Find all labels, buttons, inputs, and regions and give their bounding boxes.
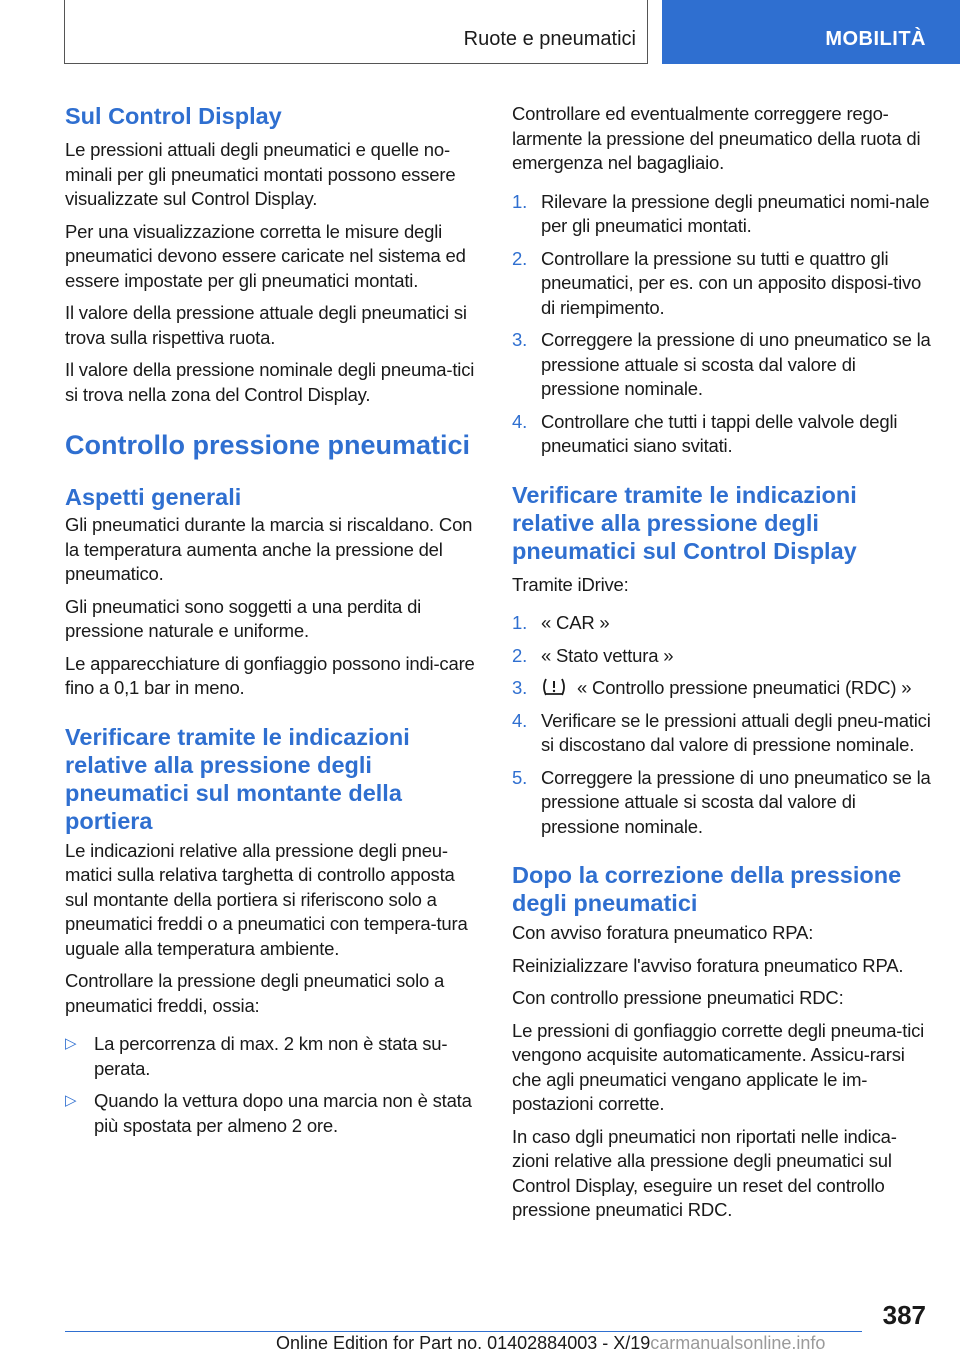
list-item: 5. Correggere la pressione di uno pneumatico se la pressione attuale si scosta dal valore di pressione nominale. xyxy=(512,766,931,837)
paragraph: Le pressioni di gonfiaggio corrette degli pneuma-tici vengono acquisite automaticamente. Assicu-rarsi che agli pneumatici vengano applicate le im-postazioni corrette. xyxy=(512,1019,925,1114)
paragraph: Le pressioni attuali degli pneumatici e quelle no-minali per gli pneumatici montati possono essere visualizzate sul Control Display. xyxy=(65,139,456,209)
triangle-right-icon: ▷ xyxy=(65,1092,77,1109)
paragraph: Reinizializzare l'avviso foratura pneumatico RPA. xyxy=(512,954,904,976)
heading-tire-pressure-check: Controllo pressione pneumatici xyxy=(65,430,471,460)
paragraph: Il valore della pressione attuale degli pneumatici si trova sulla rispettiva ruota. xyxy=(65,302,467,348)
paragraph: Tramite iDrive: xyxy=(512,573,629,595)
left-column xyxy=(65,102,477,1146)
list-item: ▷ La percorrenza di max. 2 km non è stata su-perata. xyxy=(65,1033,448,1079)
triangle-right-icon: ▷ xyxy=(65,1035,77,1052)
paragraph: Controllare ed eventualmente correggere rego-larmente la pressione del pneumatico della ruota di emergenza nel bagagliaio. xyxy=(512,103,921,173)
paragraph: Gli pneumatici sono soggetti a una perdita di pressione naturale e uniforme. xyxy=(65,595,422,641)
list-item: 4. Controllare che tutti i tappi delle valvole degli pneumatici siano svitati. xyxy=(512,410,898,456)
page-number: 387 xyxy=(882,1300,926,1330)
list-item: 4. Verificare se le pressioni attuali degli pneu-matici si discostano dal valore di pressione nominale. xyxy=(512,709,931,755)
paragraph: Gli pneumatici durante la marcia si riscaldano. Con la temperatura aumenta anche la pressione del pneumatico. xyxy=(65,514,473,584)
paragraph: Controllare la pressione degli pneumatici solo a pneumatici freddi, ossia: xyxy=(65,970,445,1016)
heading-control-display-check: Verificare tramite le indicazioni relative alla pressione degli pneumatici sul Control Display xyxy=(512,481,857,564)
list-item: 2. Controllare la pressione su tutti e quattro gli pneumatici, per es. con un apposito disposi-tivo di riempimento. xyxy=(512,247,922,318)
list-item: 1. « CAR » xyxy=(512,612,610,633)
list-item: 3. Correggere la pressione di uno pneumatico se la pressione attuale si scosta dal valore di pressione nominale. xyxy=(512,329,931,399)
heading-control-display: Sul Control Display xyxy=(65,103,282,129)
bullet-list xyxy=(65,1032,477,1138)
heading-after-correction: Dopo la correzione della pressione degli pneumatici xyxy=(512,862,902,916)
heading-general: Aspetti generali xyxy=(65,484,242,510)
paragraph: Le apparecchiature di gonfiaggio possono indi-care fino a 0,1 bar in meno. xyxy=(65,652,475,698)
list-item: 1. Rilevare la pressione degli pneumatici nomi-nale per gli pneumatici montati. xyxy=(512,190,930,236)
paragraph: Con avviso foratura pneumatico RPA: xyxy=(512,922,814,943)
footer-divider xyxy=(65,1331,862,1332)
paragraph: Con controllo pressione pneumatici RDC: xyxy=(512,987,844,1008)
header-section-title: Ruote e pneumatici xyxy=(463,28,636,50)
paragraph: Per una visualizzazione corretta le misure degli pneumatici devono essere caricate nel sistema ed essere impostate per gli pneumatici montati. xyxy=(65,220,466,291)
steps-list xyxy=(512,190,932,459)
right-column xyxy=(512,102,932,1223)
tire-pressure-icon xyxy=(541,677,567,697)
list-item: ▷ Quando la vettura dopo una marcia non è stata più spostata per almeno 2 ore. xyxy=(65,1090,472,1136)
list-item: 2. « Stato vettura » xyxy=(512,644,674,666)
idrive-steps-list xyxy=(512,611,932,839)
header-chapter-tab: MOBILITÀ xyxy=(662,0,960,64)
heading-door-pillar: Verificare tramite le indicazioni relative alla pressione degli pneumatici sul montante della portiera xyxy=(65,723,410,834)
footer xyxy=(276,1333,825,1354)
footer-edition: Online Edition for Part no. 01402884003 - X/19 xyxy=(276,1333,651,1353)
paragraph: Le indicazioni relative alla pressione degli pneu-matici sulla relativa targhetta di controllo apposta sul montante della portiera si riferiscono solo a pneumatici freddi o a pneumatici con tempera-tura uguale alla temperatura ambiente. xyxy=(65,839,468,959)
footer-watermark: carmanualsonline.info xyxy=(650,1333,826,1353)
list-item: 3. « Controllo pressione pneumatici (RDC) » xyxy=(512,677,912,698)
paragraph: Il valore della pressione nominale degli pneuma-tici si trova nella zona del Control Display. xyxy=(65,359,475,405)
paragraph: In caso dgli pneumatici non riportati nelle indica-zioni relative alla pressione degli pneumatici sul Control Display, eseguire un reset del controllo pressione pneumatici RDC. xyxy=(512,1125,897,1220)
